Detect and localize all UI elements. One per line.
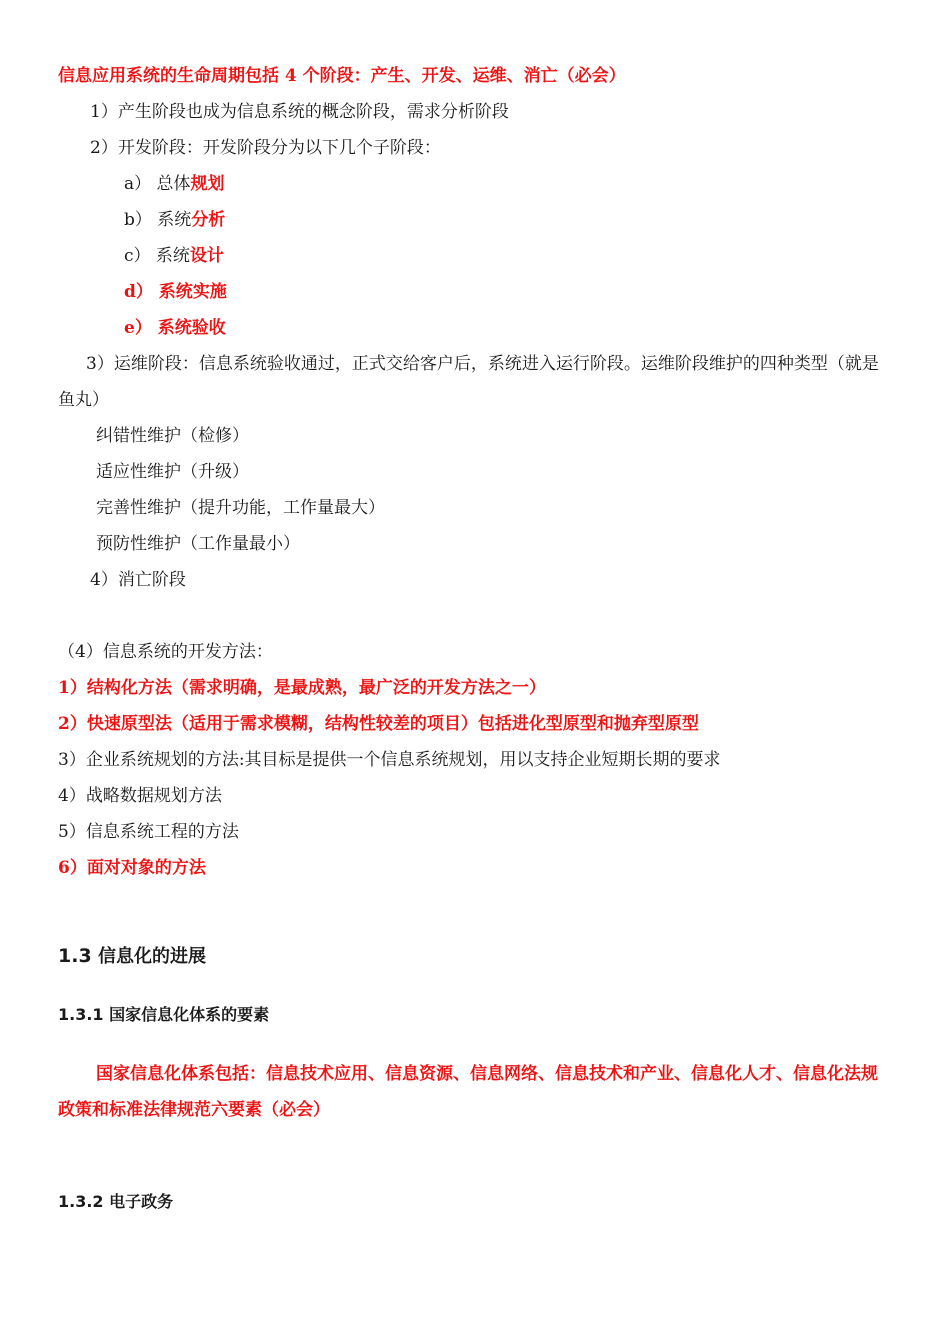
dev-methods-title: （4）信息系统的开发方法： — [58, 642, 273, 662]
substage-prefix: a） 总体 — [124, 174, 191, 194]
section-number: 1.3 — [58, 945, 92, 967]
stage4-text: 4）消亡阶段 — [90, 570, 186, 590]
dev-method-item: 2）快速原型法（适用于需求模糊，结构性较差的项目）包括进化型原型和抛弃型原型 — [58, 714, 699, 734]
substage-prefix: e） 系统 — [124, 318, 192, 338]
maintenance-item: 完善性维护（提升功能，工作量最大） — [96, 498, 385, 518]
dev-method-item: 6）面对对象的方法 — [58, 858, 206, 878]
maintenance-item: 纠错性维护（检修） — [96, 426, 249, 446]
substage-prefix: d） 系统 — [124, 282, 193, 302]
lifecycle-title: 信息应用系统的生命周期包括 4 个阶段：产生、开发、运维、消亡（必会） — [58, 66, 626, 86]
substage-d — [124, 280, 227, 304]
stage1-text: 1）产生阶段也成为信息系统的概念阶段，需求分析阶段 — [90, 102, 509, 122]
section-1-3-heading — [58, 944, 206, 969]
substage-key: 分析 — [191, 210, 226, 230]
substage-key: 设计 — [189, 246, 224, 266]
dev-method-item: 1）结构化方法（需求明确，是最成熟，最广泛的开发方法之一） — [58, 678, 546, 698]
substage-key: 实施 — [192, 282, 227, 302]
substage-e — [124, 316, 226, 340]
section-1-3-1-heading: 1.3.1 国家信息化体系的要素 — [58, 1005, 270, 1024]
dev-method-item: 4）战略数据规划方法 — [58, 786, 222, 806]
substage-a — [124, 172, 225, 196]
substage-b — [124, 208, 225, 232]
substage-key: 验收 — [191, 318, 226, 338]
substage-prefix: c） 系统 — [124, 246, 190, 266]
maintenance-item: 适应性维护（升级） — [96, 462, 249, 482]
maintenance-item: 预防性维护（工作量最小） — [96, 534, 300, 554]
substage-prefix: b） 系统 — [124, 210, 192, 230]
section-title: 信息化的进展 — [97, 946, 206, 967]
stage2-text: 2）开发阶段：开发阶段分为以下几个子阶段： — [90, 138, 441, 158]
substage-c — [124, 244, 224, 268]
dev-method-item: 3）企业系统规划的方法:其目标是提供一个信息系统规划，用以支持企业短期长期的要求 — [58, 750, 721, 770]
substage-key: 规划 — [190, 174, 225, 194]
stage3-text: 3）运维阶段：信息系统验收通过，正式交给客户后，系统进入运行阶段。运维阶段维护的四种类型（就是鱼丸） — [58, 354, 879, 410]
dev-method-item: 5）信息系统工程的方法 — [58, 822, 239, 842]
section-1-3-1-body: 国家信息化体系包括：信息技术应用、信息资源、信息网络、信息技术和产业、信息化人才、信息化法规政策和标准法律规范六要素（必会） — [58, 1064, 878, 1120]
section-1-3-2-heading: 1.3.2 电子政务 — [58, 1192, 174, 1211]
